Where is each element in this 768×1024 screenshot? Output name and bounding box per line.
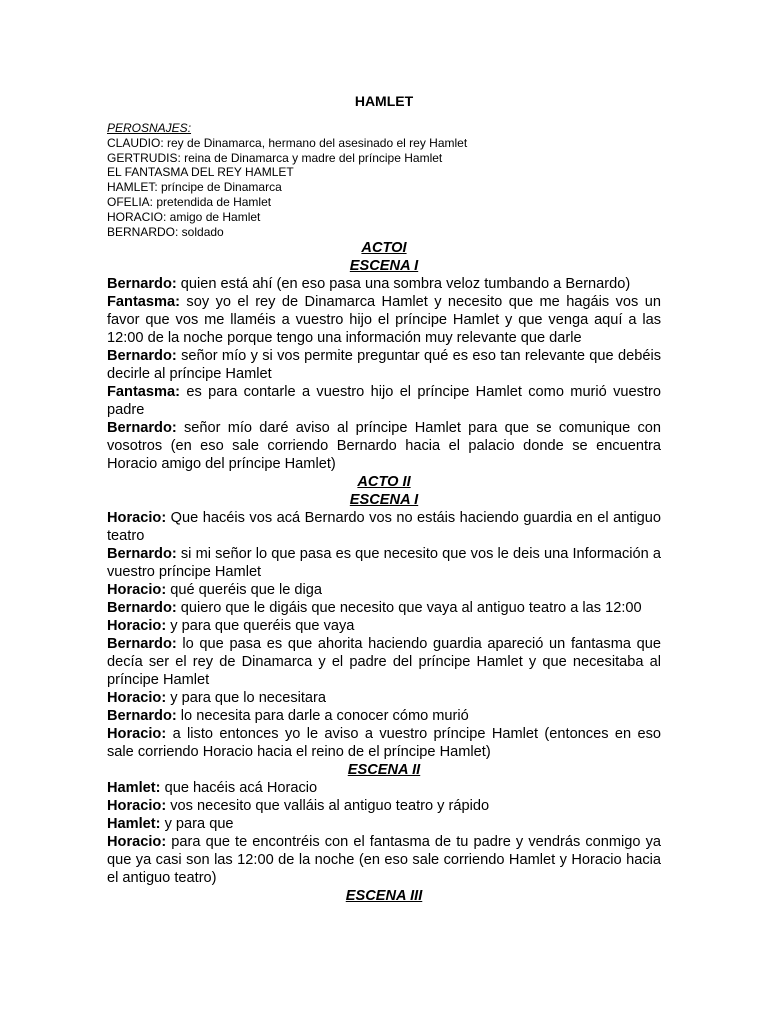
speaker-name: Horacio: bbox=[107, 726, 167, 743]
character-entry: CLAUDIO: rey de Dinamarca, hermano del asesinado el rey Hamlet bbox=[107, 135, 468, 150]
dialogue-text: a listo entonces yo le aviso a vuestro príncipe Hamlet (entonces en eso sale corriendo Horacio hacia el reino de el príncipe Hamlet) bbox=[107, 726, 661, 761]
dialogue-text: quiero que le digáis que necesito que vaya al antiguo teatro a las 12:00 bbox=[176, 600, 642, 617]
speaker-name: Bernardo: bbox=[107, 420, 177, 437]
character-entry: HAMLET: príncipe de Dinamarca bbox=[107, 180, 282, 195]
dialogue-line bbox=[107, 833, 661, 887]
dialogue-line bbox=[107, 707, 661, 725]
dialogue-text: quien está ahí (en eso pasa una sombra veloz tumbando a Bernardo) bbox=[176, 276, 631, 293]
dialogue-text: que hacéis acá Horacio bbox=[160, 780, 318, 797]
speaker-name: Bernardo: bbox=[107, 546, 177, 563]
dialogue-line bbox=[107, 797, 661, 815]
dialogue-line bbox=[107, 383, 661, 419]
dialogue-line bbox=[107, 599, 661, 617]
dialogue-line bbox=[107, 419, 661, 473]
speaker-name: Bernardo: bbox=[107, 276, 177, 293]
dialogue-line bbox=[107, 779, 661, 797]
dialogue-text: lo que pasa es que ahorita haciendo guardia apareció un fantasma que decía ser el rey de Dinamarca y el padre del príncipe Hamlet y que necesitaba al príncipe Hamlet bbox=[107, 636, 661, 689]
section-heading: ACTO II bbox=[357, 474, 411, 491]
section-heading: ESCENA II bbox=[347, 762, 421, 779]
speaker-name: Bernardo: bbox=[107, 348, 177, 365]
character-entry: OFELIA: pretendida de Hamlet bbox=[107, 194, 272, 209]
dialogue-text: Que hacéis vos acá Bernardo vos no estáis haciendo guardia en el antiguo teatro bbox=[107, 510, 661, 545]
character-entry: EL FANTASMA DEL REY HAMLET bbox=[107, 165, 294, 180]
dialogue-line bbox=[107, 347, 661, 383]
dialogue-text: señor mío y si vos permite preguntar qué es eso tan relevante que debéis decirle al príncipe Hamlet bbox=[107, 348, 661, 383]
dialogue-text: si mi señor lo que pasa es que necesito que vos le deis una Información a vuestro príncipe Hamlet bbox=[107, 546, 661, 581]
dialogue-text: es para contarle a vuestro hijo el príncipe Hamlet como murió vuestro padre bbox=[107, 384, 661, 419]
script-body bbox=[107, 239, 661, 905]
dialogue-text: y para que queréis que vaya bbox=[166, 618, 355, 635]
dialogue-line bbox=[107, 545, 661, 581]
dialogue-line bbox=[107, 275, 661, 293]
dialogue-text: para que te encontréis con el fantasma de tu padre y vendrás conmigo ya que ya casi son las 12:00 de la noche (en eso sale corriendo Hamlet y Horacio hacia el antiguo teatro) bbox=[107, 834, 661, 887]
speaker-name: Bernardo: bbox=[107, 708, 177, 725]
dialogue-text: lo necesita para darle a conocer cómo murió bbox=[176, 708, 469, 725]
section-heading: ACTOI bbox=[361, 240, 407, 257]
dialogue-line bbox=[107, 617, 661, 635]
speaker-name: Horacio: bbox=[107, 834, 167, 851]
dialogue-line bbox=[107, 509, 661, 545]
speaker-name: Horacio: bbox=[107, 798, 167, 815]
speaker-name: Horacio: bbox=[107, 582, 167, 599]
dialogue-text: soy yo el rey de Dinamarca Hamlet y necesito que me hagáis vos un favor que vos me llaméis a vuestro hijo el príncipe Hamlet y que venga aquí a las 12:00 de la noche porque tengo una información muy relevante que darle bbox=[107, 294, 661, 347]
section-heading: ESCENA I bbox=[349, 258, 419, 275]
speaker-name: Fantasma: bbox=[107, 294, 180, 311]
character-entry: HORACIO: amigo de Hamlet bbox=[107, 209, 261, 224]
dialogue-text: qué queréis que le diga bbox=[166, 582, 322, 599]
dialogue-line bbox=[107, 815, 661, 833]
character-list bbox=[107, 121, 661, 239]
dialogue-text: y para que lo necesitara bbox=[166, 690, 327, 707]
speaker-name: Bernardo: bbox=[107, 600, 177, 617]
speaker-name: Horacio: bbox=[107, 510, 167, 527]
dialogue-line bbox=[107, 293, 661, 347]
character-entry: BERNARDO: soldado bbox=[107, 224, 224, 239]
dialogue-text: y para que bbox=[160, 816, 234, 833]
section-heading: ESCENA III bbox=[345, 888, 423, 905]
speaker-name: Horacio: bbox=[107, 690, 167, 707]
dialogue-line bbox=[107, 635, 661, 689]
dialogue-text: vos necesito que valláis al antiguo teatro y rápido bbox=[166, 798, 490, 815]
speaker-name: Hamlet: bbox=[107, 780, 161, 797]
dialogue-line bbox=[107, 689, 661, 707]
section-heading: ESCENA I bbox=[349, 492, 419, 509]
speaker-name: Hamlet: bbox=[107, 816, 161, 833]
document-title: HAMLET bbox=[354, 93, 414, 109]
character-list-heading: PEROSNAJES: bbox=[107, 121, 192, 135]
speaker-name: Fantasma: bbox=[107, 384, 180, 401]
dialogue-line bbox=[107, 725, 661, 761]
speaker-name: Horacio: bbox=[107, 618, 167, 635]
speaker-name: Bernardo: bbox=[107, 636, 177, 653]
character-entry: GERTRUDIS: reina de Dinamarca y madre del príncipe Hamlet bbox=[107, 150, 443, 165]
dialogue-line bbox=[107, 581, 661, 599]
dialogue-text: señor mío daré aviso al príncipe Hamlet para que se comunique con vosotros (en eso sale corriendo Bernardo hacia el palacio donde se encuentra Horacio amigo del príncipe Hamlet) bbox=[107, 420, 661, 473]
